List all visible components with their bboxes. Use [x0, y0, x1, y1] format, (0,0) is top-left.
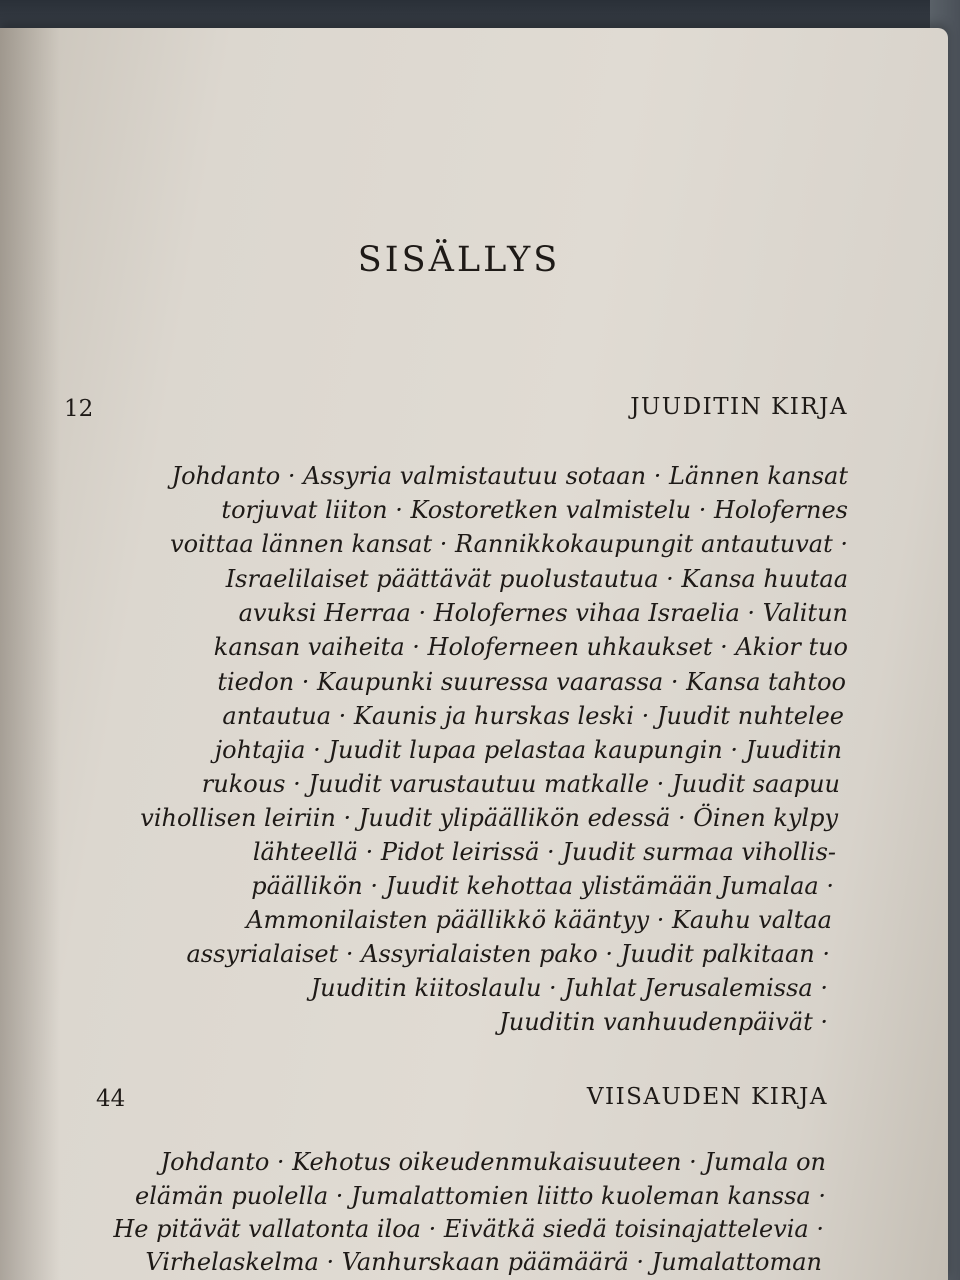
section-page-number: 12 — [64, 396, 94, 422]
toc-line: johtajia · Juudit lupaa pelastaa kaupungin · Juuditin — [214, 736, 842, 764]
toc-line: päällikön · Juudit kehottaa ylistämään Jumalaa · — [251, 872, 834, 900]
toc-line: Ammonilaisten päällikkö kääntyy · Kauhu valtaa — [246, 906, 832, 934]
toc-line: assyrialaiset · Assyrialaisten pako · Juudit palkitaan · — [186, 940, 830, 968]
toc-line: rukous · Juudit varustautuu matkalle · Juudit saapuu — [201, 770, 840, 798]
toc-line: vihollisen leiriin · Juudit ylipäällikön edessä · Öinen kylpy — [140, 804, 838, 832]
contents-heading: SISÄLLYS — [357, 240, 561, 280]
toc-line: tiedon · Kaupunki suuressa vaarassa · Kansa tahtoo — [217, 668, 846, 696]
toc-line: avuksi Herraa · Holofernes vihaa Israelia · Valitun — [238, 599, 848, 627]
toc-line: He pitävät vallatonta iloa · Eivätkä siedä toisinajattelevia · — [113, 1215, 824, 1243]
section-title: JUUDITIN KIRJA — [630, 394, 848, 420]
toc-line: kansan vaiheita · Holoferneen uhkaukset · Akior tuo — [213, 633, 848, 661]
book-page — [0, 28, 948, 1280]
section-page-number: 44 — [96, 1086, 126, 1112]
toc-line: elämän puolella · Jumalattomien liitto kuoleman kanssa · — [134, 1182, 826, 1210]
toc-line: Israelilaiset päättävät puolustautua · Kansa huutaa — [225, 565, 848, 593]
toc-line: Johdanto · Assyria valmistautuu sotaan · Lännen kansat — [171, 462, 848, 490]
toc-line: antautua · Kaunis ja hurskas leski · Juudit nuhtelee — [222, 702, 844, 730]
section-title: VIISAUDEN KIRJA — [586, 1084, 828, 1110]
toc-line: voittaa lännen kansat · Rannikkokaupungit antautuvat · — [170, 530, 848, 558]
toc-line: Juuditin kiitoslaulu · Juhlat Jerusalemissa · — [310, 974, 828, 1002]
toc-line: Juuditin vanhuudenpäivät · — [499, 1008, 828, 1036]
toc-line: lähteellä · Pidot leirissä · Juudit surmaa vihollis- — [252, 838, 836, 866]
toc-line: Virhelaskelma · Vanhurskaan päämäärä · Jumalattoman — [145, 1248, 822, 1276]
toc-line: Johdanto · Kehotus oikeudenmukaisuuteen · Jumala on — [160, 1148, 826, 1176]
toc-line: torjuvat liiton · Kostoretken valmistelu · Holofernes — [221, 496, 848, 524]
